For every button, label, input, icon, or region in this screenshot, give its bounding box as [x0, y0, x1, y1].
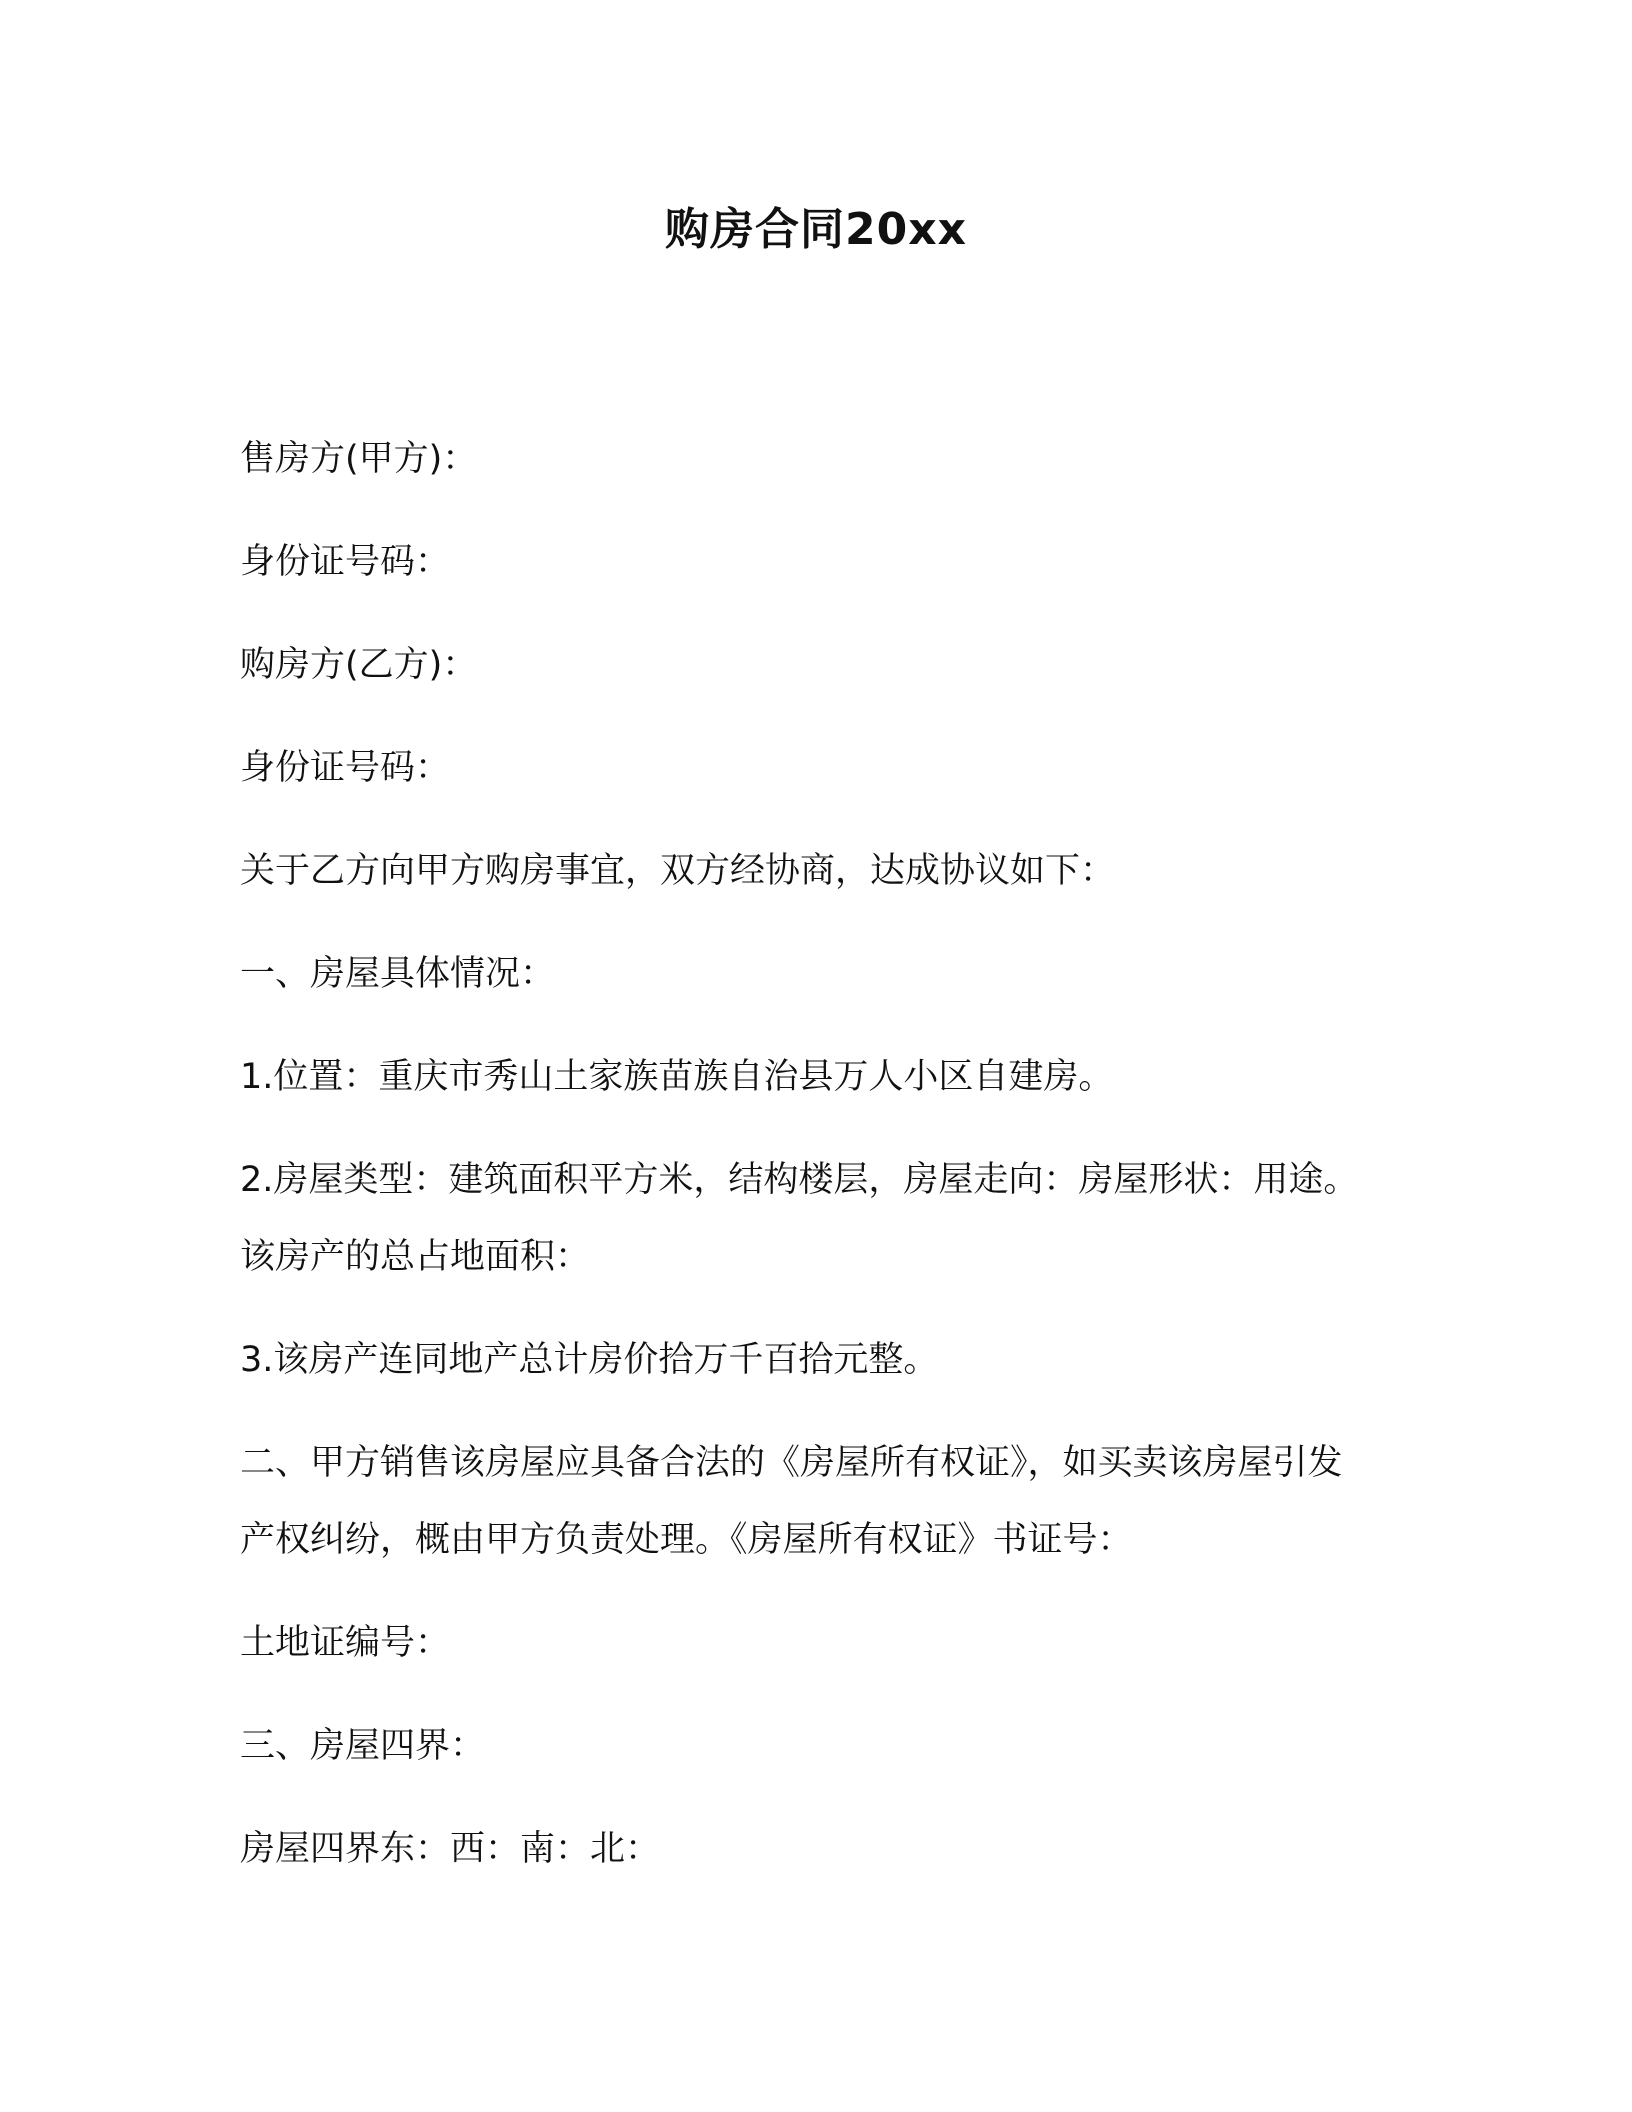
seller-id-line: 身份证号码： [240, 542, 451, 582]
buyer-line: 购房方(乙方)： [240, 645, 478, 685]
land-certificate-line: 土地证编号： [240, 1623, 451, 1663]
document-title: 购房合同20xx [665, 204, 967, 255]
buyer-id-line: 身份证号码： [240, 748, 451, 788]
seller-line: 售房方(甲方)： [240, 439, 478, 479]
section-1-heading: 一、房屋具体情况： [240, 954, 556, 994]
clause-house-type: 2.房屋类型：建筑面积平方米，结构楼层，房屋走向：房屋形状：用途。该房产的总占地面积： [240, 1160, 1359, 1277]
section-3-heading: 三、房屋四界： [240, 1726, 486, 1766]
section-2-ownership: 二、甲方销售该房屋应具备合法的《房屋所有权证》，如买卖该房屋引发产权纠纷，概由甲方负责处理。《房屋所有权证》书证号： [240, 1443, 1343, 1560]
agreement-intro: 关于乙方向甲方购房事宜，双方经协商，达成协议如下： [240, 851, 1116, 891]
clause-location: 1.位置：重庆市秀山土家族苗族自治县万人小区自建房。 [240, 1057, 1114, 1097]
boundaries-line: 房屋四界东：西：南：北： [240, 1829, 661, 1869]
clause-price: 3.该房产连同地产总计房价拾万千百拾元整。 [240, 1340, 939, 1380]
document-body [240, 408, 1360, 1901]
